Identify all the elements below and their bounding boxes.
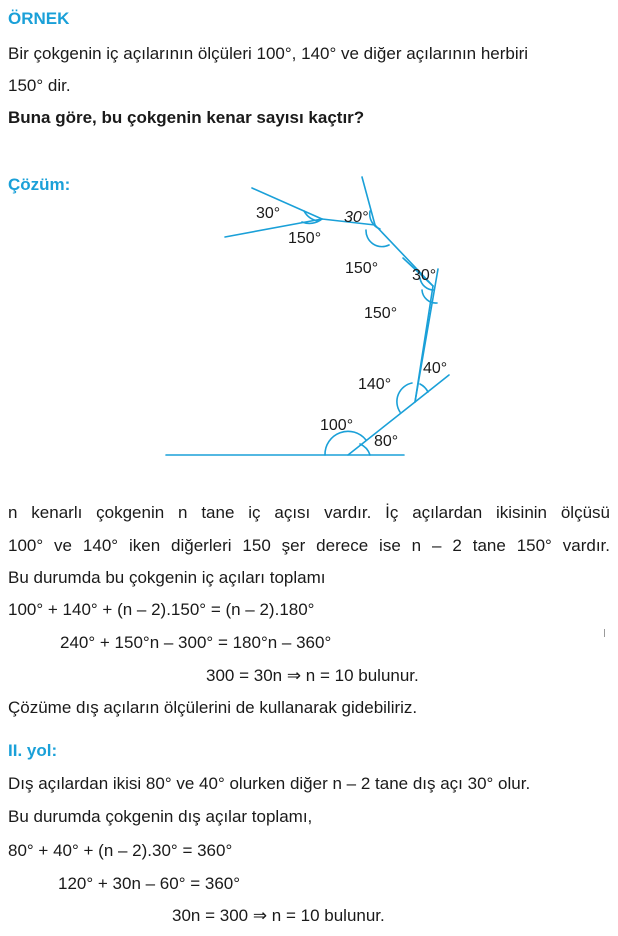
label-ext-1: 30° bbox=[256, 205, 281, 222]
angle-arc-ext-4 bbox=[420, 384, 428, 392]
label-ext-5: 80° bbox=[374, 433, 399, 450]
label-ext-3: 30° bbox=[412, 267, 437, 284]
label-int-5: 100° bbox=[320, 417, 354, 434]
solution-paragraph-2: 100° ve 140° iken diğerleri 150 şer derece ise n – 2 tane 150° vardır. bbox=[8, 536, 610, 555]
example-text-line-1: Bir çokgenin iç açılarının ölçüleri 100°, 140° ve diğer açılarının herbiri bbox=[8, 44, 529, 63]
margin-mark bbox=[604, 629, 605, 637]
label-int-2: 150° bbox=[345, 260, 379, 277]
solution-paragraph-4: Çözüme dış açıların ölçülerini de kullanarak gidebiliriz. bbox=[8, 698, 418, 717]
extension-line-5 bbox=[415, 375, 449, 402]
example-question: Buna göre, bu çokgenin kenar sayısı kaçtır? bbox=[8, 108, 365, 127]
solution-paragraph-1: n kenarlı çokgenin n tane iç açısı vardır. İç açılardan ikisinin ölçüsü bbox=[8, 503, 610, 522]
method2-equation-3: 30n = 300 ⇒ n = 10 bulunur. bbox=[172, 906, 385, 925]
angle-arc-int-5 bbox=[325, 431, 366, 455]
solution-equation-3: 300 = 30n ⇒ n = 10 bulunur. bbox=[206, 666, 419, 685]
label-ext-4: 40° bbox=[423, 360, 448, 377]
label-int-4: 140° bbox=[358, 376, 392, 393]
method2-heading: II. yol: bbox=[8, 741, 58, 760]
label-int-3: 150° bbox=[364, 305, 398, 322]
label-int-1: 150° bbox=[288, 230, 322, 247]
solution-paragraph-3: Bu durumda bu çokgenin iç açıları toplamı bbox=[8, 568, 326, 587]
angle-arc-ext-5 bbox=[360, 444, 370, 455]
example-heading: ÖRNEK bbox=[8, 9, 70, 28]
solution-heading: Çözüm: bbox=[8, 175, 71, 194]
angle-arc-int-2 bbox=[366, 230, 389, 247]
example-text-line-2: 150° dir. bbox=[8, 76, 71, 95]
solution-equation-2: 240° + 150°n – 300° = 180°n – 360° bbox=[60, 633, 332, 652]
method2-equation-2: 120° + 30n – 60° = 360° bbox=[58, 874, 241, 893]
method2-paragraph-2: Bu durumda çokgenin dış açılar toplamı, bbox=[8, 807, 313, 826]
angle-arc-int-4 bbox=[397, 383, 412, 412]
method2-equation-1: 80° + 40° + (n – 2).30° = 360° bbox=[8, 841, 233, 860]
solution-equation-1: 100° + 140° + (n – 2).150° = (n – 2).180° bbox=[8, 600, 315, 619]
method2-paragraph-1: Dış açılardan ikisi 80° ve 40° olurken diğer n – 2 tane dış açı 30° olur. bbox=[8, 774, 531, 793]
label-ext-2: 30° bbox=[344, 209, 369, 226]
extension-line-4 bbox=[415, 269, 438, 402]
